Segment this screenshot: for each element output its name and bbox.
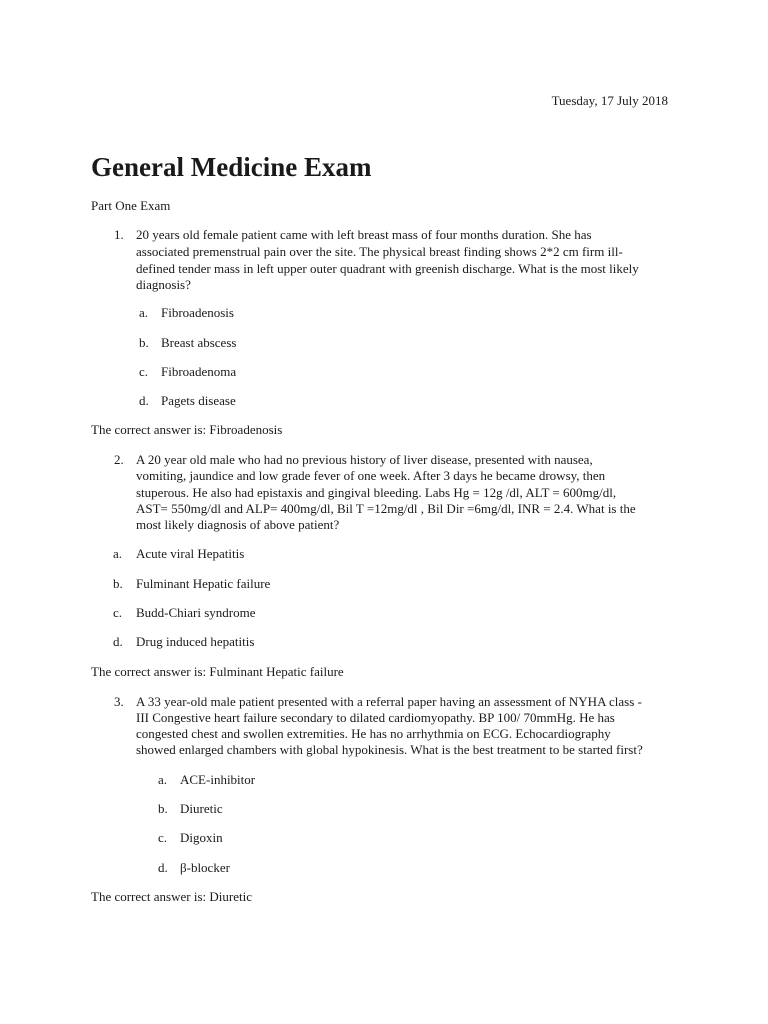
option-letter: c.	[113, 605, 123, 620]
question-number: 1.	[114, 227, 124, 242]
option-text: Digoxin	[180, 830, 223, 845]
option-letter: a.	[139, 305, 149, 320]
option-letter: c.	[158, 830, 168, 845]
question-text-line: associated premenstrual pain over the site. The physical breast finding shows 2*2 cm firm ill-	[136, 244, 623, 259]
option-text: Fibroadenoma	[161, 364, 237, 379]
option-text: Acute viral Hepatitis	[136, 546, 245, 561]
question-text-line: defined tender mass in left upper outer quadrant with greenish discharge. What is the most likely	[136, 261, 639, 276]
question-text-line: vomiting, jaundice and low grade fever of one week. After 3 days he became drowsy, then	[136, 468, 606, 483]
question-text-line: A 33 year-old male patient presented with a referral paper having an assessment of NYHA class -	[136, 694, 642, 709]
correct-answer: The correct answer is: Diuretic	[91, 889, 252, 904]
option-text: Budd-Chiari syndrome	[136, 605, 256, 620]
option-text: Breast abscess	[161, 335, 237, 350]
option-text: Pagets disease	[161, 393, 236, 408]
option-letter: b.	[139, 335, 149, 350]
option-letter: d.	[139, 393, 149, 408]
option-letter: a.	[113, 546, 123, 561]
option-text: β-blocker	[180, 860, 230, 875]
question-text-line: diagnosis?	[136, 277, 191, 292]
option-letter: b.	[158, 801, 168, 816]
document-title: General Medicine Exam	[91, 152, 372, 182]
question-text-line: A 20 year old male who had no previous history of liver disease, presented with nausea,	[136, 452, 593, 467]
document-date: Tuesday, 17 July 2018	[551, 93, 668, 108]
question-number: 3.	[114, 694, 124, 709]
option-letter: b.	[113, 576, 123, 591]
option-letter: c.	[139, 364, 149, 379]
option-text: Drug induced hepatitis	[136, 634, 255, 649]
document-subtitle: Part One Exam	[91, 198, 171, 213]
question-text-line: AST= 550mg/dl and ALP= 400mg/dl, Bil T =12mg/dl , Bil Dir =6mg/dl, INR = 2.4. What is the	[136, 501, 636, 516]
question-number: 2.	[114, 452, 124, 467]
correct-answer: The correct answer is: Fulminant Hepatic failure	[91, 664, 344, 679]
option-text: Fibroadenosis	[161, 305, 234, 320]
question-text-line: III Congestive heart failure secondary to dilated cardiomyopathy. BP 100/ 70mmHg. He has	[136, 710, 615, 725]
option-text: Diuretic	[180, 801, 223, 816]
option-text: Fulminant Hepatic failure	[136, 576, 271, 591]
question-text-line: stuperous. He also had epistaxis and gingival bleeding. Labs Hg = 12g /dl, ALT = 600mg/dl,	[136, 485, 617, 500]
option-letter: d.	[158, 860, 168, 875]
option-text: ACE-inhibitor	[180, 772, 256, 787]
option-letter: a.	[158, 772, 168, 787]
question-text-line: most likely diagnosis of above patient?	[136, 517, 340, 532]
question-text-line: congested chest and swollen extremities. He has no arrhythmia on ECG. Echocardiography	[136, 726, 611, 741]
question-text-line: showed enlarged chambers with global hypokinesis. What is the best treatment to be started first?	[136, 742, 643, 757]
option-letter: d.	[113, 634, 123, 649]
question-text-line: 20 years old female patient came with left breast mass of four months duration. She has	[136, 227, 592, 242]
correct-answer: The correct answer is: Fibroadenosis	[91, 422, 283, 437]
